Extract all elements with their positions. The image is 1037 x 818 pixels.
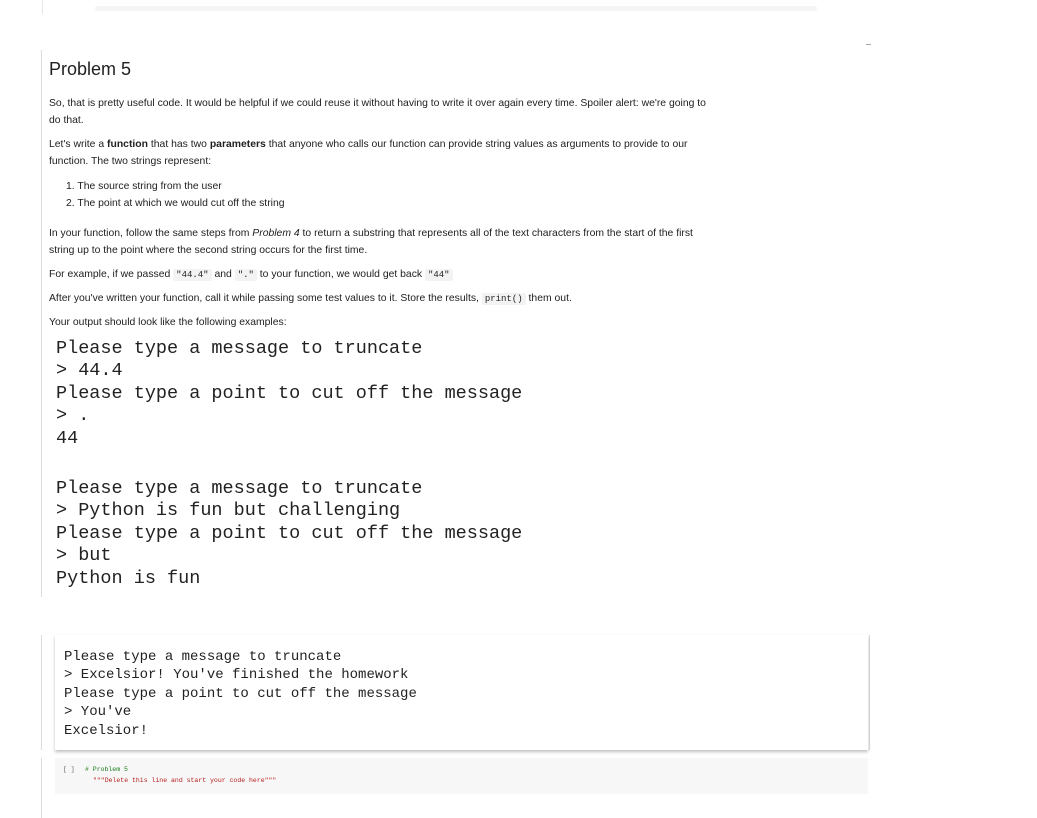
markdown-cell[interactable] [41,50,802,597]
code-line-string: """Delete this line and start your code here""" [93,777,277,784]
code-editor[interactable] [55,758,868,794]
output-example-cell [41,635,870,750]
top-cell-border [42,0,43,14]
output-example-card [55,635,868,750]
output-intro-paragraph: Your output should look like the following examples: [49,317,287,328]
function-paragraph-line1: Let's write a function that has two parameters that anyone who calls our function can provide string values as arguments to provide to our [49,139,688,150]
steps-paragraph-line1: In your function, follow the same steps from Problem 4 to return a substring that represents all of the text characters from the start of the first [49,228,693,239]
run-cell-button[interactable]: [ ] [63,766,75,773]
example-output-1: Please type a message to truncate > 44.4 Please type a point to cut off the message > . 44 [56,338,523,449]
inline-code: "44" [425,269,453,281]
list-item: 1. The source string from the user [66,181,222,192]
collapse-icon[interactable] [866,44,871,45]
code-line-comment: # Problem 5 [85,766,128,773]
list-item: 2. The point at which we would cut off the string [66,198,285,209]
print-paragraph: After you've written your function, call it while passing some test values to it. Store the results, print() them out. [49,293,572,304]
parameter-list [49,178,285,212]
function-paragraph-line2: function. The two strings represent: [49,156,212,167]
inline-code: "44.4" [173,269,211,281]
inline-code: "." [235,269,257,281]
inline-code: print() [482,293,526,305]
steps-paragraph-line2: string up to the point where the second string occurs for the first time. [49,245,368,256]
code-cell[interactable] [41,758,869,818]
top-scroll-bar[interactable] [95,6,817,11]
intro-paragraph-line1: So, that is pretty useful code. It would be helpful if we could reuse it without having to write it over again every time. Spoiler alert: we're going to [49,98,706,109]
parameters-term: parameters [209,139,266,150]
function-term: function [107,139,148,150]
output-example-text: Please type a message to truncate > Excelsior! You've finished the homework Please type a point to cut off the message > You've Excelsior! [64,649,417,739]
problem-heading: Problem 5 [49,59,132,79]
example-paragraph: For example, if we passed "44.4" and "." to your function, we would get back "44" [49,266,453,284]
problem-4-reference: Problem 4 [252,228,300,239]
intro-paragraph-line2: do that. [49,115,84,126]
example-output-2: Please type a message to truncate > Python is fun but challenging Please type a point to cut off the message > but Python is fun [56,478,523,589]
